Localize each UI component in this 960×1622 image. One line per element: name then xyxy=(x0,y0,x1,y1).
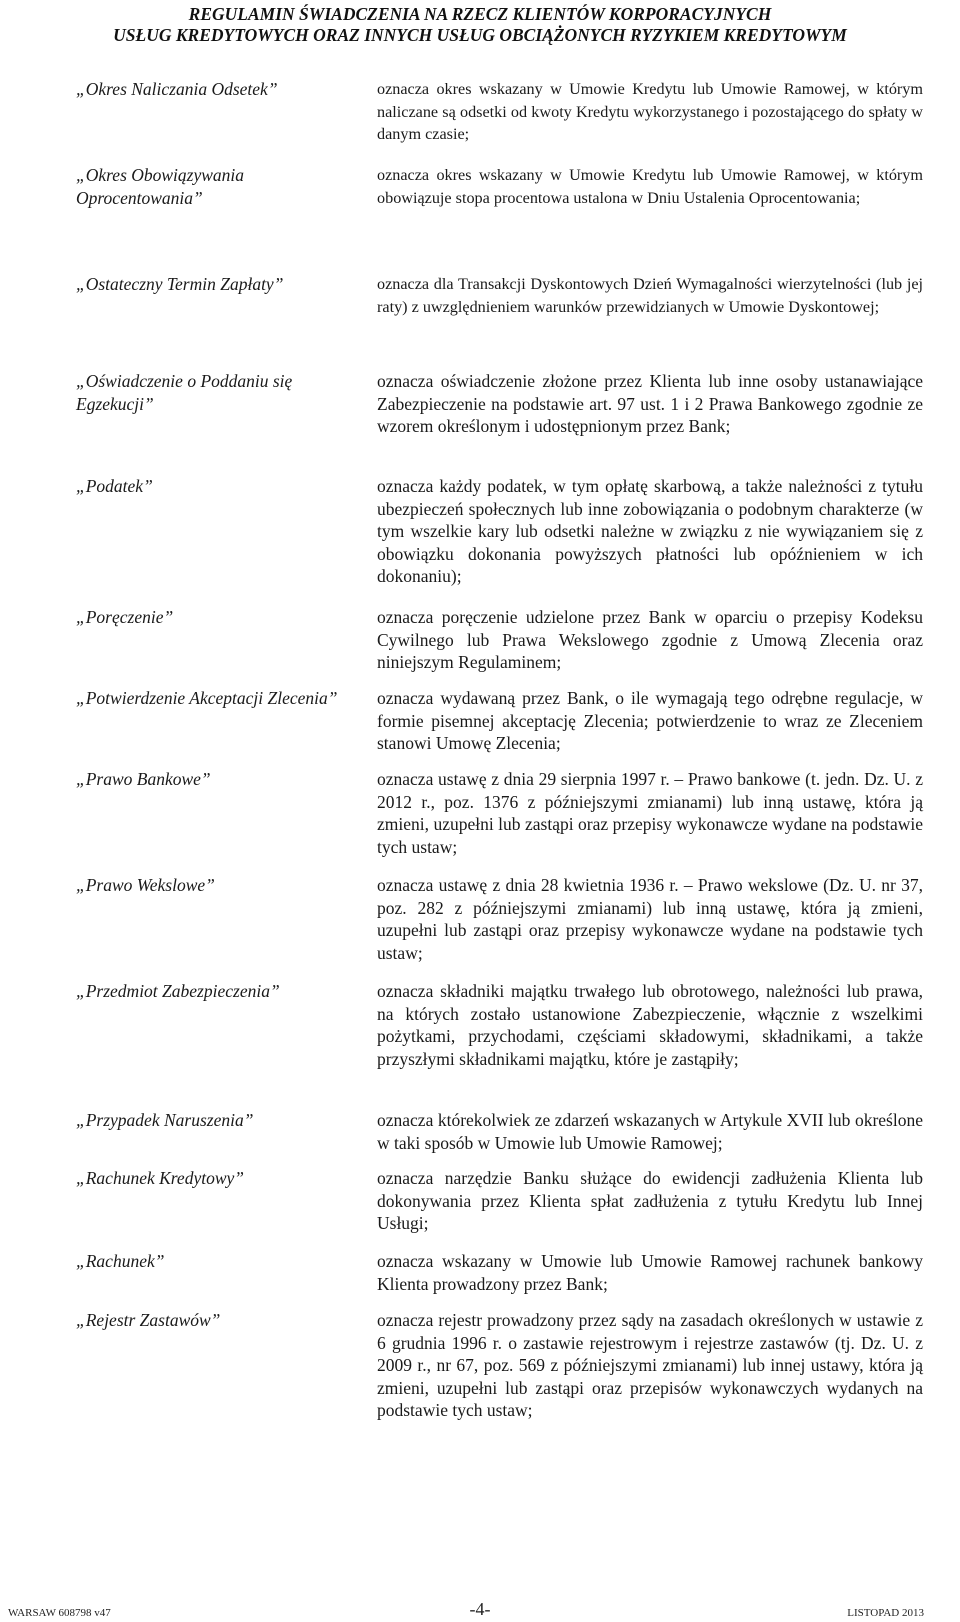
definition-text: oznacza dla Transakcji Dyskontowych Dzień Wymagalności wierzytelności (lub jej raty) z uwzględnieniem warunków przewidzianych w Umowie Dyskontowej; xyxy=(377,275,923,316)
definition-term: „Ostateczny Termin Zapłaty” xyxy=(76,274,284,294)
definition-term: „Prawo Bankowe” xyxy=(76,769,211,789)
definition-text: oznacza którekolwiek ze zdarzeń wskazanych w Artykule XVII lub określone w taki sposób w Umowie lub Umowie Ramowej; xyxy=(377,1110,923,1153)
definition-text: oznacza rejestr prowadzony przez sądy na zasadach określonych w ustawie z 6 grudnia 1996 r. o zastawie rejestrowym i rejestrze zastawów (tj. Dz. U. z 2009 r., nr 67, poz. 569 z późniejszymi zmianami) lub innej ustawy, która ją zmieni, uzupełni lub zastąpi oraz przepisów wykonawczych wydanych na podstawie tych ustaw; xyxy=(377,1310,923,1420)
definition-term: „Rejestr Zastawów” xyxy=(76,1310,221,1330)
definition-term: „Okres Naliczania Odsetek” xyxy=(76,79,278,99)
definition-term: „Oświadczenie o Poddaniu się Egzekucji” xyxy=(76,371,293,414)
page-number: -4- xyxy=(469,1599,491,1619)
document-date: LISTOPAD 2013 xyxy=(847,1607,924,1619)
definition-term: „Przedmiot Zabezpieczenia” xyxy=(76,981,280,1001)
definition-text: oznacza narzędzie Banku służące do ewidencji zadłużenia Klienta lub dokonywania przez Klienta spłat zadłużenia z tytułu Kredytu lub Innej Usługi; xyxy=(377,1168,923,1233)
definition-term: „Potwierdzenie Akceptacji Zlecenia” xyxy=(76,688,338,708)
definition-text: oznacza okres wskazany w Umowie Kredytu lub Umowie Ramowej, w którym naliczane są odsetki od kwoty Kredytu wykorzystanego i pozostającego do spłaty w danym czasie; xyxy=(377,80,923,143)
header-line-1: REGULAMIN ŚWIADCZENIA NA RZECZ KLIENTÓW KORPORACYJNYCH xyxy=(188,4,772,24)
definition-text: oznacza składniki majątku trwałego lub obrotowego, należności lub prawa, na których zostało ustanowione Zabezpieczenie, włącznie z wszelkimi pożytkami, przychodami, częściami składowymi, składnikami, a także przyszłymi składnikami majątku, które je zastąpiły; xyxy=(377,981,923,1069)
definition-text: oznacza poręczenie udzielone przez Bank w oparciu o przepisy Kodeksu Cywilnego lub Prawa Wekslowego zgodnie z Umową Zlecenia oraz niniejszym Regulaminem; xyxy=(377,607,923,672)
document-header xyxy=(0,4,960,46)
definition-term: „Podatek” xyxy=(76,476,153,496)
definition-text: oznacza oświadczenie złożone przez Klienta lub inne osoby ustanawiające Zabezpieczenie na podstawie art. 97 ust. 1 i 2 Prawa Bankowego zgodnie ze wzorem określonym i udostępnionym przez Bank; xyxy=(377,371,923,436)
definition-text: oznacza ustawę z dnia 28 kwietnia 1936 r. – Prawo wekslowe (Dz. U. nr 37, poz. 282 z późniejszymi zmianami) lub inną ustawę, która ją zmieni, uzupełni lub zastąpi oraz przepisy wykonawcze wydane na podstawie tych ustaw; xyxy=(377,875,923,963)
definition-term: „Poręczenie” xyxy=(76,607,174,627)
definition-term: „Rachunek Kredytowy” xyxy=(76,1168,245,1188)
definition-term: „Przypadek Naruszenia” xyxy=(76,1110,254,1130)
header-line-2: USŁUG KREDYTOWYCH ORAZ INNYCH USŁUG OBCIĄŻONYCH RYZYKIEM KREDYTOWYM xyxy=(113,25,847,45)
definition-text: oznacza ustawę z dnia 29 sierpnia 1997 r. – Prawo bankowe (t. jedn. Dz. U. z 2012 r., poz. 1376 z późniejszymi zmianami) lub inną ustawę, która ją zmieni, uzupełni lub zastąpi oraz przepisy wykonawcze wydane na podstawie tych ustaw; xyxy=(377,769,923,857)
definition-text: oznacza okres wskazany w Umowie Kredytu lub Umowie Ramowej, w którym obowiązuje stopa procentowa ustalona w Dniu Ustalenia Oprocentowania; xyxy=(377,166,923,207)
definition-term: „Okres Obowiązywania Oprocentowania” xyxy=(76,165,245,208)
document-footer xyxy=(0,1599,960,1622)
definition-text: oznacza wskazany w Umowie lub Umowie Ramowej rachunek bankowy Klienta prowadzony przez Bank; xyxy=(377,1251,923,1294)
definition-text: oznacza każdy podatek, w tym opłatę skarbową, a także należności z tytułu ubezpieczeń społecznych lub inne zobowiązania o podobnym charakterze (w tym wszelkie kary lub odsetki należne w związku z nie wywiązaniem się z obowiązku dokonania powyższych płatności lub opóźnieniem w ich dokonaniu); xyxy=(377,476,923,586)
definition-text: oznacza wydawaną przez Bank, o ile wymagają tego odrębne regulacje, w formie pisemnej akceptację Zlecenia; potwierdzenie to wraz ze Zleceniem stanowi Umowę Zlecenia; xyxy=(377,688,923,753)
definition-term: „Rachunek” xyxy=(76,1251,165,1271)
document-reference: WARSAW 608798 v47 xyxy=(8,1607,111,1619)
definition-term: „Prawo Wekslowe” xyxy=(76,875,215,895)
